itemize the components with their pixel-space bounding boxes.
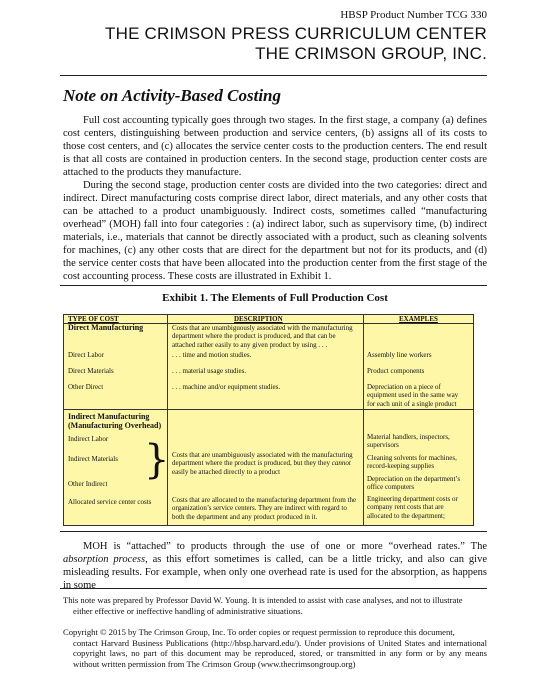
row-type: Direct Labor bbox=[68, 351, 104, 359]
document-title: Note on Activity-Based Costing bbox=[63, 86, 282, 105]
publisher-name: THE CRIMSON PRESS CURRICULUM CENTER bbox=[105, 24, 487, 43]
product-number: HBSP Product Number TCG 330 bbox=[340, 9, 487, 21]
row-type: Indirect Labor bbox=[68, 435, 109, 443]
footnote-rule bbox=[60, 588, 487, 589]
grouped-description: Costs that are unambiguously associated with the manufacturing department where the product is produced, but they they cannot easily be attached directly to a product bbox=[172, 451, 353, 476]
row-example: Depreciation on a piece of equipment used in the same way for each unit of a single product bbox=[367, 383, 459, 408]
section-title-indirect: Indirect Manufacturing (Manufacturing Overhead) bbox=[68, 412, 162, 430]
row-example: Material handlers, inspectors, supervisors bbox=[367, 433, 450, 450]
row-example: Cleaning solvents for machines, record-keeping supplies bbox=[367, 454, 457, 471]
section-title-direct: Direct Manufacturing bbox=[68, 323, 144, 332]
row-description: . . . machine and/or equipment studies. bbox=[172, 383, 281, 391]
row-type: Allocated service center costs bbox=[68, 498, 152, 506]
brace-icon: } bbox=[144, 437, 170, 483]
direct-description: Costs that are unambiguously associated with the manufacturing department where the product is produced, and that can be attached rather easily to any given product by using . . . bbox=[172, 324, 353, 349]
column-header-type: TYPE OF COST bbox=[68, 315, 119, 323]
row-description: . . . time and motion studies. bbox=[172, 351, 252, 359]
exhibit-title: Exhibit 1. The Elements of Full Production Cost bbox=[162, 292, 388, 304]
row-example: Product components bbox=[367, 367, 425, 375]
row-example: Assembly line workers bbox=[367, 351, 432, 359]
column-divider bbox=[363, 315, 364, 525]
company-name: THE CRIMSON GROUP, INC. bbox=[255, 44, 487, 63]
allocated-description: Costs that are allocated to the manufacturing department from the organization’s service centers. They are indirect with regard to both the department and any product produced in it. bbox=[172, 496, 357, 521]
row-example: Engineering department costs or company rent costs that are allocated to the department; bbox=[367, 495, 458, 520]
exhibit-top-rule bbox=[60, 285, 487, 286]
copyright-notice: Copyright © 2015 by The Crimson Group, Inc. To order copies or request permission to reproduce this document, contact Harvard Business Publications (http://hbsp.harvard.edu/). Under provisions of United States and international copyright laws, no part of this document may be reproduced, stored, or transmitted in any form or by any means without written permission from The Crimson Group (www.thecrimsongroup.org) bbox=[63, 627, 487, 669]
paragraph: Full cost accounting typically goes through two stages. In the first stage, a company (a) defines cost centers, distinguishing between production and service centers, (b) assigns all of its costs to those cost centers, and (c) allocates the service center costs to the production centers. The end result is that all costs are contained in production centers. In the second stage, production center costs are attached to the products they manufacture. bbox=[63, 115, 487, 178]
footnote: This note was prepared by Professor David W. Young. It is intended to assist with case analyses, and not to illustrate either effective or ineffective handling of administrative situations. bbox=[63, 595, 463, 616]
exhibit-bottom-rule bbox=[60, 531, 487, 532]
row-type: Indirect Materials bbox=[68, 455, 118, 463]
intro-text bbox=[63, 114, 487, 283]
column-divider bbox=[167, 315, 168, 525]
row-description: . . . material usage studies. bbox=[172, 367, 247, 375]
paragraph: During the second stage, production center costs are divided into the two categories: direct and indirect. Direct manufacturing costs comprise direct labor, direct materials, and any other costs that can be attached to a product unambiguously. Indirect costs, sometimes called “manufacturing overhead” (MOH) fall into four categories : (a) indirect labor, such as supervisory time, (b) indirect materials, i.e., materials that cannot be directly associated with a product, such as cleaning solvents for machines, (c) any other costs that are direct for the department but not for its products, and (d) the service center costs that have been allocated into the production center from the first stage of the cost accounting process. These costs are illustrated in Exhibit 1. bbox=[63, 180, 487, 282]
row-type: Other Indirect bbox=[68, 480, 108, 488]
column-header-examples: EXAMPLES bbox=[399, 315, 438, 323]
row-type: Direct Materials bbox=[68, 367, 114, 375]
paragraph: MOH is “attached” to products through the use of one or more “overhead rates.” The absorption process, as this effort sometimes is called, can be a little tricky, and also can give misleading results. For example, when only one overhead rate is used for the absorption, as happens in some bbox=[63, 541, 487, 591]
section-separator bbox=[64, 409, 473, 410]
column-header-description: DESCRIPTION bbox=[234, 315, 283, 323]
row-type: Other Direct bbox=[68, 383, 104, 391]
header-rule bbox=[60, 75, 487, 76]
exhibit-table bbox=[63, 314, 474, 526]
closing-text bbox=[63, 540, 487, 592]
row-example: Depreciation on the department’s office computers bbox=[367, 475, 461, 492]
